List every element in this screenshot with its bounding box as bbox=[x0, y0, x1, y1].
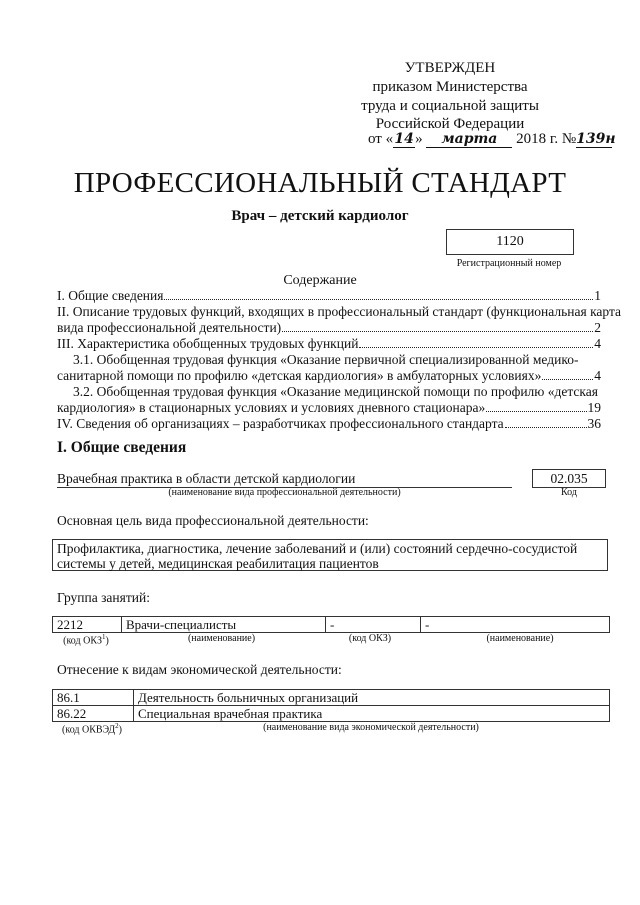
toc-item-text-cont: вида профессиональной деятельности) bbox=[57, 320, 282, 335]
date-year: 2018 г. № bbox=[516, 131, 577, 147]
activity-name-caption: (наименование вида профессиональной деятельности) bbox=[168, 487, 401, 498]
date-day: 14 bbox=[394, 131, 414, 147]
toc-item-text: I. Общие сведения bbox=[57, 288, 164, 303]
approval-date bbox=[368, 131, 616, 148]
approval-line-2: приказом Министерства bbox=[372, 79, 528, 95]
activity-code-caption: Код bbox=[561, 487, 577, 498]
goal-line-1: Профилактика, диагностика, лечение заболеваний и (или) состояний сердечно-сосудистой bbox=[57, 541, 578, 556]
toc-item-text: IV. Сведения об организациях – разработчиках профессионального стандарта bbox=[57, 416, 504, 431]
approval-line-1: УТВЕРЖДЕН bbox=[404, 60, 496, 76]
toc-heading: Содержание bbox=[283, 273, 357, 288]
okved-name: Деятельность больничных организаций bbox=[134, 690, 610, 706]
okved-code: 86.1 bbox=[53, 690, 134, 706]
goal-box bbox=[52, 539, 608, 571]
toc-item-1 bbox=[57, 288, 601, 304]
goal-label: Основная цель вида профессиональной деятельности: bbox=[57, 513, 369, 528]
economic-table bbox=[52, 689, 610, 722]
toc-item-text: III. Характеристика обобщенных трудовых функций bbox=[57, 336, 359, 351]
toc-item-3-1 bbox=[57, 352, 601, 384]
occupation-name-caption: (наименование) bbox=[187, 633, 256, 644]
toc-item-text: 3.2. Обобщенная трудовая функция «Оказание медицинской помощи по профилю «детская bbox=[73, 384, 598, 399]
okved-code-caption: (код ОКВЭД$^2$) bbox=[62, 722, 122, 736]
date-prefix: от « bbox=[368, 131, 394, 147]
occupation-name-2: - bbox=[421, 617, 610, 633]
okz-code-caption-2: (код ОКЗ) bbox=[348, 633, 392, 644]
table-row bbox=[53, 706, 610, 722]
registration-number-box: 1120 bbox=[446, 229, 574, 255]
activity-name-field: Врачебная практика в области детской кардиологии bbox=[57, 471, 512, 488]
toc-item-text: 3.1. Обобщенная трудовая функция «Оказание первичной специализированной медико- bbox=[73, 352, 579, 367]
date-month: марта bbox=[426, 132, 512, 148]
registration-number-label: Регистрационный номер bbox=[456, 258, 562, 269]
section-heading: I. Общие сведения bbox=[57, 439, 187, 456]
toc-item-page: 4 bbox=[594, 336, 601, 351]
profession-title: Врач – детский кардиолог bbox=[231, 208, 409, 224]
approval-line-3: труда и социальной защиты bbox=[361, 98, 539, 114]
occupation-label: Группа занятий: bbox=[57, 590, 150, 605]
toc-item-page: 19 bbox=[587, 400, 601, 415]
toc-item-2 bbox=[57, 304, 622, 336]
okz-code-caption: (код ОКЗ$^1$) bbox=[63, 633, 109, 647]
occupation-table bbox=[52, 616, 610, 633]
okved-name-caption: (наименование вида экономической деятельности) bbox=[263, 722, 479, 733]
table-row bbox=[53, 690, 610, 706]
order-number: 139н bbox=[576, 131, 616, 147]
toc-item-page: 2 bbox=[594, 320, 601, 335]
toc-item-page: 4 bbox=[594, 368, 601, 383]
activity-code-box: 02.035 bbox=[532, 469, 606, 488]
approval-line-4: Российской Федерации bbox=[375, 116, 525, 132]
okved-code: 86.22 bbox=[53, 706, 134, 722]
toc-item-text-cont: кардиология» в стационарных условиях и условиях дневного стационара» bbox=[57, 400, 486, 415]
toc-item-4 bbox=[57, 416, 601, 432]
toc-item-page: 1 bbox=[594, 288, 601, 303]
date-quote-close: » bbox=[415, 131, 423, 147]
occupation-name-caption-2: (наименование) bbox=[486, 633, 554, 644]
okved-name: Специальная врачебная практика bbox=[134, 706, 610, 722]
toc-item-text-cont: санитарной помощи по профилю «детская кардиология» в амбулаторных условиях» bbox=[57, 368, 542, 383]
goal-line-2: системы у детей, медицинская реабилитация пациентов bbox=[57, 556, 379, 571]
toc-item-3-2 bbox=[57, 384, 601, 416]
toc-item-3 bbox=[57, 336, 601, 352]
occupation-code-2: - bbox=[326, 617, 421, 633]
occupation-code-1: 2212 bbox=[53, 617, 122, 633]
toc-item-text: II. Описание трудовых функций, входящих в профессиональный стандарт (функциональная карта bbox=[57, 304, 622, 319]
occupation-name-1: Врачи-специалисты bbox=[122, 617, 326, 633]
page-title: ПРОФЕССИОНАЛЬНЫЙ СТАНДАРТ bbox=[73, 167, 567, 199]
economic-label: Отнесение к видам экономической деятельности: bbox=[57, 662, 342, 677]
toc-item-page: 36 bbox=[587, 416, 601, 431]
